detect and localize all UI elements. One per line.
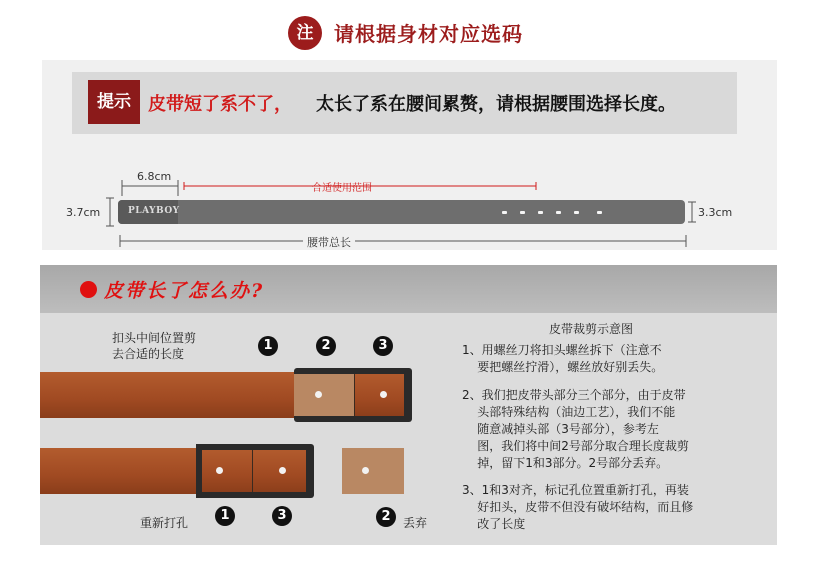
step-3-text: 3、1和3对齐，标记孔位置重新打孔，再装 好扣头，皮带不但没有破坏结构，而且修 改了长度 — [462, 483, 694, 531]
belt-hole — [538, 211, 543, 214]
belt-hole — [574, 211, 579, 214]
buckle-frame-bottom — [196, 492, 312, 498]
buckle-frame-start — [196, 444, 202, 498]
discarded-piece — [342, 448, 404, 494]
new-hole — [216, 467, 223, 474]
belt-hole — [597, 211, 602, 214]
discard-hole — [362, 467, 369, 474]
screw-hole — [380, 391, 387, 398]
discard-label: 丢弃 — [403, 516, 428, 530]
belt-hole — [520, 211, 525, 214]
howto-title: 皮带长了怎么办? — [104, 280, 265, 302]
number-3-marker: 3 — [272, 506, 292, 526]
tip-red-text: 皮带短了系不了， — [148, 94, 292, 115]
step-1-text: 1、用螺丝刀将扣头螺丝拆下（注意不 要把螺丝拧滑），螺丝放好别丢失。 — [462, 343, 664, 374]
section-2-highlight — [294, 374, 354, 416]
buckle-frame-end — [404, 368, 412, 422]
belt-hole — [556, 211, 561, 214]
repunch-label: 重新打孔 — [140, 516, 189, 530]
screw-hole — [279, 467, 286, 474]
screw-hole — [315, 391, 322, 398]
page-title: 请根据身材对应选码 — [334, 22, 523, 46]
buckle-frame-end — [306, 444, 314, 498]
join-line — [252, 450, 253, 492]
number-1-marker: 1 — [215, 506, 235, 526]
buckle-frame-top — [196, 444, 312, 450]
step-2-text: 2、我们把皮带头部分三个部分，由于皮带 头部特殊结构（油边工艺），我们不能 随意减掉头部（3号部分），参考左 图，我们将中间2号部分取合理长度裁剪 掉，留下1和3部分。2号部分丢弃。 — [462, 388, 689, 470]
right-height-label: 3.3cm — [698, 206, 733, 219]
bullet-dot — [80, 281, 97, 298]
number-2-marker: 2 — [376, 507, 396, 527]
cut-line — [354, 374, 355, 416]
number-1-marker: 1 — [258, 336, 278, 356]
total-length-label: 腰带总长 — [303, 234, 355, 250]
buckle-width-label: 6.8cm — [137, 170, 172, 183]
buckle-frame-bottom — [294, 416, 410, 422]
number-3-marker: 3 — [373, 336, 393, 356]
note-badge: 注 — [288, 16, 322, 50]
belt-after-cut — [40, 448, 312, 494]
diagram-caption: 皮带裁剪示意图 — [549, 322, 634, 336]
left-height-label: 3.7cm — [66, 206, 101, 219]
number-2-marker: 2 — [316, 336, 336, 356]
fit-range-label: 合适使用范围 — [312, 183, 372, 194]
cut-instruction-label: 扣头中间位置剪 去合适的长度 — [112, 331, 197, 361]
tip-black-text: 太长了系在腰间累赘，请根据腰围选择长度。 — [316, 94, 676, 115]
belt-hole — [502, 211, 507, 214]
tip-tag: 提示 — [88, 80, 140, 124]
brand-logo: PLAYBOY — [128, 206, 180, 216]
